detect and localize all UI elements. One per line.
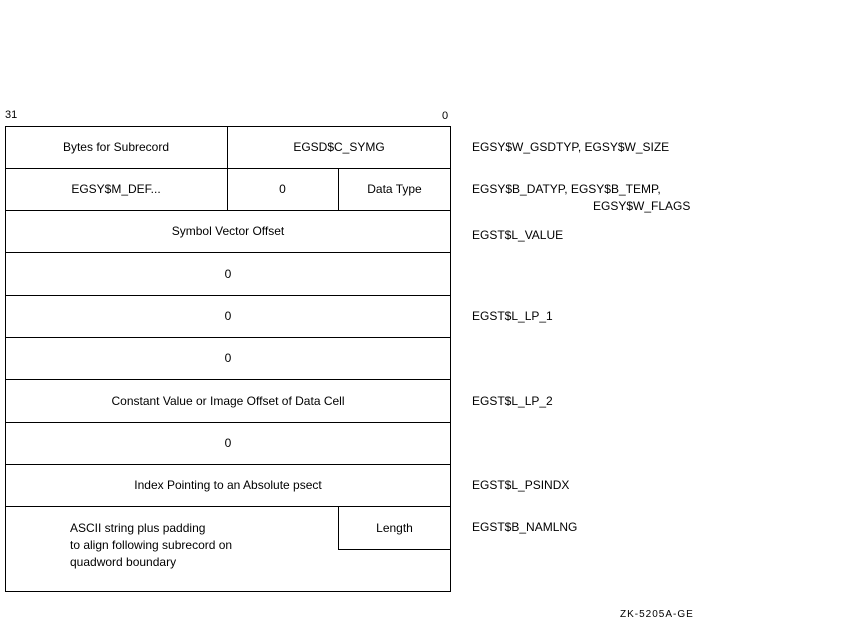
bit-0-label: 0 bbox=[442, 110, 449, 122]
bit-31-label: 31 bbox=[5, 109, 18, 121]
field-name-namlng: EGST$B_NAMLNG bbox=[472, 520, 578, 534]
data-type-cell: Data Type bbox=[367, 182, 422, 196]
field-name-lp1: EGST$L_LP_1 bbox=[472, 309, 553, 323]
zero-cell: 0 bbox=[224, 266, 232, 281]
gsd-type-cell: EGSD$C_SYMG bbox=[293, 140, 385, 154]
field-name-datyp-temp: EGSY$B_DATYP, EGSY$B_TEMP, bbox=[472, 182, 661, 196]
field-name-lp2: EGST$L_LP_2 bbox=[472, 394, 553, 408]
field-name-gsdtyp-size: EGSY$W_GSDTYP, EGSY$W_SIZE bbox=[472, 140, 670, 154]
zero-cell: 0 bbox=[224, 309, 232, 323]
ascii-line: to align following subrecord on bbox=[70, 538, 233, 552]
ascii-line: quadword boundary bbox=[70, 555, 177, 569]
length-cell-bottom bbox=[338, 549, 451, 550]
ascii-line: ASCII string plus padding bbox=[70, 521, 206, 535]
symbol-vector-offset-cell: Symbol Vector Offset bbox=[171, 224, 285, 238]
field-name-value: EGST$L_VALUE bbox=[472, 228, 564, 242]
ascii-string-description bbox=[70, 520, 232, 571]
field-name-flags: EGSY$W_FLAGS bbox=[593, 199, 691, 213]
length-cell: Length bbox=[376, 520, 413, 535]
temp-zero-cell: 0 bbox=[279, 182, 286, 196]
zero-cell: 0 bbox=[224, 436, 232, 450]
constant-value-cell: Constant Value or Image Offset of Data Cell bbox=[111, 393, 345, 408]
zero-cell: 0 bbox=[224, 351, 232, 365]
bytes-for-subrecord-cell: Bytes for Subrecord bbox=[62, 140, 170, 154]
figure-id: ZK-5205A-GE bbox=[620, 609, 694, 620]
field-name-psindx: EGST$L_PSINDX bbox=[472, 478, 570, 492]
flags-cell: EGSY$M_DEF... bbox=[71, 182, 161, 196]
psect-index-cell: Index Pointing to an Absolute psect bbox=[134, 478, 322, 492]
